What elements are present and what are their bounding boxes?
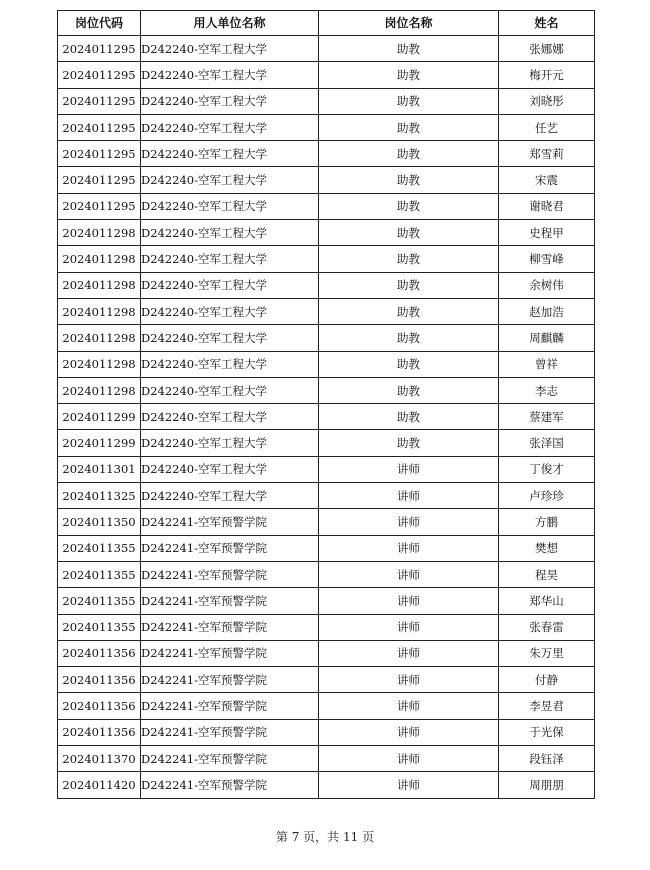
post-name-cell: 助教 [319,377,499,403]
post-name-cell: 讲师 [319,561,499,587]
post-name-cell: 助教 [319,193,499,219]
person-name-cell: 周朋朋 [499,772,595,798]
employer-name-cell: D242240-空军工程大学 [141,456,319,482]
person-name-cell: 曾祥 [499,351,595,377]
table-row [58,272,595,298]
employer-name-cell: D242241-空军预警学院 [141,561,319,587]
table-row [58,298,595,324]
table-row [58,509,595,535]
post-code-cell: 2024011298 [58,325,141,351]
post-code-cell: 2024011355 [58,561,141,587]
table-row [58,114,595,140]
header-employer-name: 用人单位名称 [141,11,319,36]
table-row [58,36,595,62]
employer-name-cell: D242240-空军工程大学 [141,377,319,403]
post-code-cell: 2024011356 [58,719,141,745]
table-row [58,640,595,666]
employer-name-cell: D242240-空军工程大学 [141,483,319,509]
table-header-row [58,11,595,36]
post-name-cell: 助教 [319,430,499,456]
post-code-cell: 2024011295 [58,167,141,193]
table-row [58,430,595,456]
employer-name-cell: D242240-空军工程大学 [141,193,319,219]
post-name-cell: 讲师 [319,509,499,535]
employer-name-cell: D242240-空军工程大学 [141,298,319,324]
post-name-cell: 讲师 [319,588,499,614]
post-name-cell: 讲师 [319,719,499,745]
post-name-cell: 助教 [319,298,499,324]
header-post-name: 岗位名称 [319,11,499,36]
header-post-code: 岗位代码 [58,11,141,36]
table-row [58,483,595,509]
post-name-cell: 讲师 [319,483,499,509]
post-name-cell: 讲师 [319,772,499,798]
post-code-cell: 2024011356 [58,693,141,719]
table-row [58,535,595,561]
employer-name-cell: D242240-空军工程大学 [141,88,319,114]
post-name-cell: 助教 [319,220,499,246]
employer-name-cell: D242241-空军预警学院 [141,693,319,719]
post-name-cell: 助教 [319,272,499,298]
table-row [58,88,595,114]
employer-name-cell: D242241-空军预警学院 [141,588,319,614]
employer-name-cell: D242241-空军预警学院 [141,772,319,798]
employer-name-cell: D242241-空军预警学院 [141,667,319,693]
table-row [58,667,595,693]
post-code-cell: 2024011356 [58,640,141,666]
employer-name-cell: D242240-空军工程大学 [141,246,319,272]
employer-name-cell: D242240-空军工程大学 [141,351,319,377]
person-name-cell: 史程甲 [499,220,595,246]
post-name-cell: 助教 [319,167,499,193]
person-name-cell: 张泽国 [499,430,595,456]
post-code-cell: 2024011350 [58,509,141,535]
person-name-cell: 宋震 [499,167,595,193]
employer-name-cell: D242240-空军工程大学 [141,167,319,193]
person-name-cell: 周麒麟 [499,325,595,351]
post-code-cell: 2024011298 [58,298,141,324]
post-code-cell: 2024011298 [58,351,141,377]
post-code-cell: 2024011299 [58,430,141,456]
post-name-cell: 助教 [319,325,499,351]
table-row [58,246,595,272]
post-name-cell: 助教 [319,36,499,62]
employer-name-cell: D242240-空军工程大学 [141,220,319,246]
post-code-cell: 2024011298 [58,220,141,246]
table-row [58,141,595,167]
person-name-cell: 程昊 [499,561,595,587]
page-number: 第 7 页，共 11 页 [275,830,375,844]
post-code-cell: 2024011325 [58,483,141,509]
employer-name-cell: D242241-空军预警学院 [141,719,319,745]
table-row [58,351,595,377]
post-name-cell: 讲师 [319,535,499,561]
table-row [58,746,595,772]
table-row [58,693,595,719]
employer-name-cell: D242240-空军工程大学 [141,114,319,140]
post-code-cell: 2024011355 [58,588,141,614]
person-name-cell: 梅开元 [499,62,595,88]
post-name-cell: 讲师 [319,640,499,666]
person-name-cell: 张春雷 [499,614,595,640]
post-code-cell: 2024011295 [58,62,141,88]
person-name-cell: 谢晓君 [499,193,595,219]
post-code-cell: 2024011295 [58,141,141,167]
table-row [58,193,595,219]
person-name-cell: 李昱君 [499,693,595,719]
table-row [58,220,595,246]
table-row [58,456,595,482]
person-name-cell: 李志 [499,377,595,403]
table-row [58,404,595,430]
post-code-cell: 2024011295 [58,114,141,140]
table-row [58,561,595,587]
post-name-cell: 助教 [319,88,499,114]
post-code-cell: 2024011370 [58,746,141,772]
table-row [58,772,595,798]
employer-name-cell: D242241-空军预警学院 [141,746,319,772]
post-name-cell: 助教 [319,351,499,377]
person-name-cell: 蔡建军 [499,404,595,430]
employer-name-cell: D242240-空军工程大学 [141,325,319,351]
person-name-cell: 任艺 [499,114,595,140]
post-code-cell: 2024011298 [58,246,141,272]
table-row [58,325,595,351]
post-code-cell: 2024011299 [58,404,141,430]
person-name-cell: 方鹏 [499,509,595,535]
person-name-cell: 郑华山 [499,588,595,614]
employer-name-cell: D242240-空军工程大学 [141,36,319,62]
person-name-cell: 赵加浩 [499,298,595,324]
roster-table [57,10,595,799]
table-row [58,167,595,193]
person-name-cell: 付静 [499,667,595,693]
table-body [58,36,595,799]
post-code-cell: 2024011295 [58,36,141,62]
person-name-cell: 柳雪峰 [499,246,595,272]
person-name-cell: 张娜娜 [499,36,595,62]
post-code-cell: 2024011356 [58,667,141,693]
person-name-cell: 余树伟 [499,272,595,298]
post-code-cell: 2024011298 [58,377,141,403]
post-code-cell: 2024011420 [58,772,141,798]
person-name-cell: 郑雪莉 [499,141,595,167]
post-name-cell: 讲师 [319,693,499,719]
table-row [58,719,595,745]
employer-name-cell: D242241-空军预警学院 [141,509,319,535]
employer-name-cell: D242240-空军工程大学 [141,141,319,167]
person-name-cell: 朱万里 [499,640,595,666]
employer-name-cell: D242241-空军预警学院 [141,535,319,561]
table-row [58,377,595,403]
employer-name-cell: D242240-空军工程大学 [141,272,319,298]
person-name-cell: 卢珍珍 [499,483,595,509]
header-person-name: 姓名 [499,11,595,36]
employer-name-cell: D242240-空军工程大学 [141,62,319,88]
post-name-cell: 讲师 [319,667,499,693]
post-code-cell: 2024011301 [58,456,141,482]
post-name-cell: 助教 [319,114,499,140]
employer-name-cell: D242241-空军预警学院 [141,614,319,640]
post-name-cell: 助教 [319,246,499,272]
post-name-cell: 讲师 [319,746,499,772]
table-row [58,62,595,88]
employer-name-cell: D242241-空军预警学院 [141,640,319,666]
person-name-cell: 丁俊才 [499,456,595,482]
person-name-cell: 樊想 [499,535,595,561]
post-name-cell: 讲师 [319,456,499,482]
person-name-cell: 刘晓彤 [499,88,595,114]
person-name-cell: 于光保 [499,719,595,745]
post-name-cell: 助教 [319,62,499,88]
person-name-cell: 段钰泽 [499,746,595,772]
post-code-cell: 2024011355 [58,614,141,640]
table-row [58,614,595,640]
post-name-cell: 助教 [319,404,499,430]
post-code-cell: 2024011298 [58,272,141,298]
post-name-cell: 助教 [319,141,499,167]
employer-name-cell: D242240-空军工程大学 [141,404,319,430]
post-name-cell: 讲师 [319,614,499,640]
post-code-cell: 2024011355 [58,535,141,561]
table-row [58,588,595,614]
employer-name-cell: D242240-空军工程大学 [141,430,319,456]
post-code-cell: 2024011295 [58,88,141,114]
post-code-cell: 2024011295 [58,193,141,219]
